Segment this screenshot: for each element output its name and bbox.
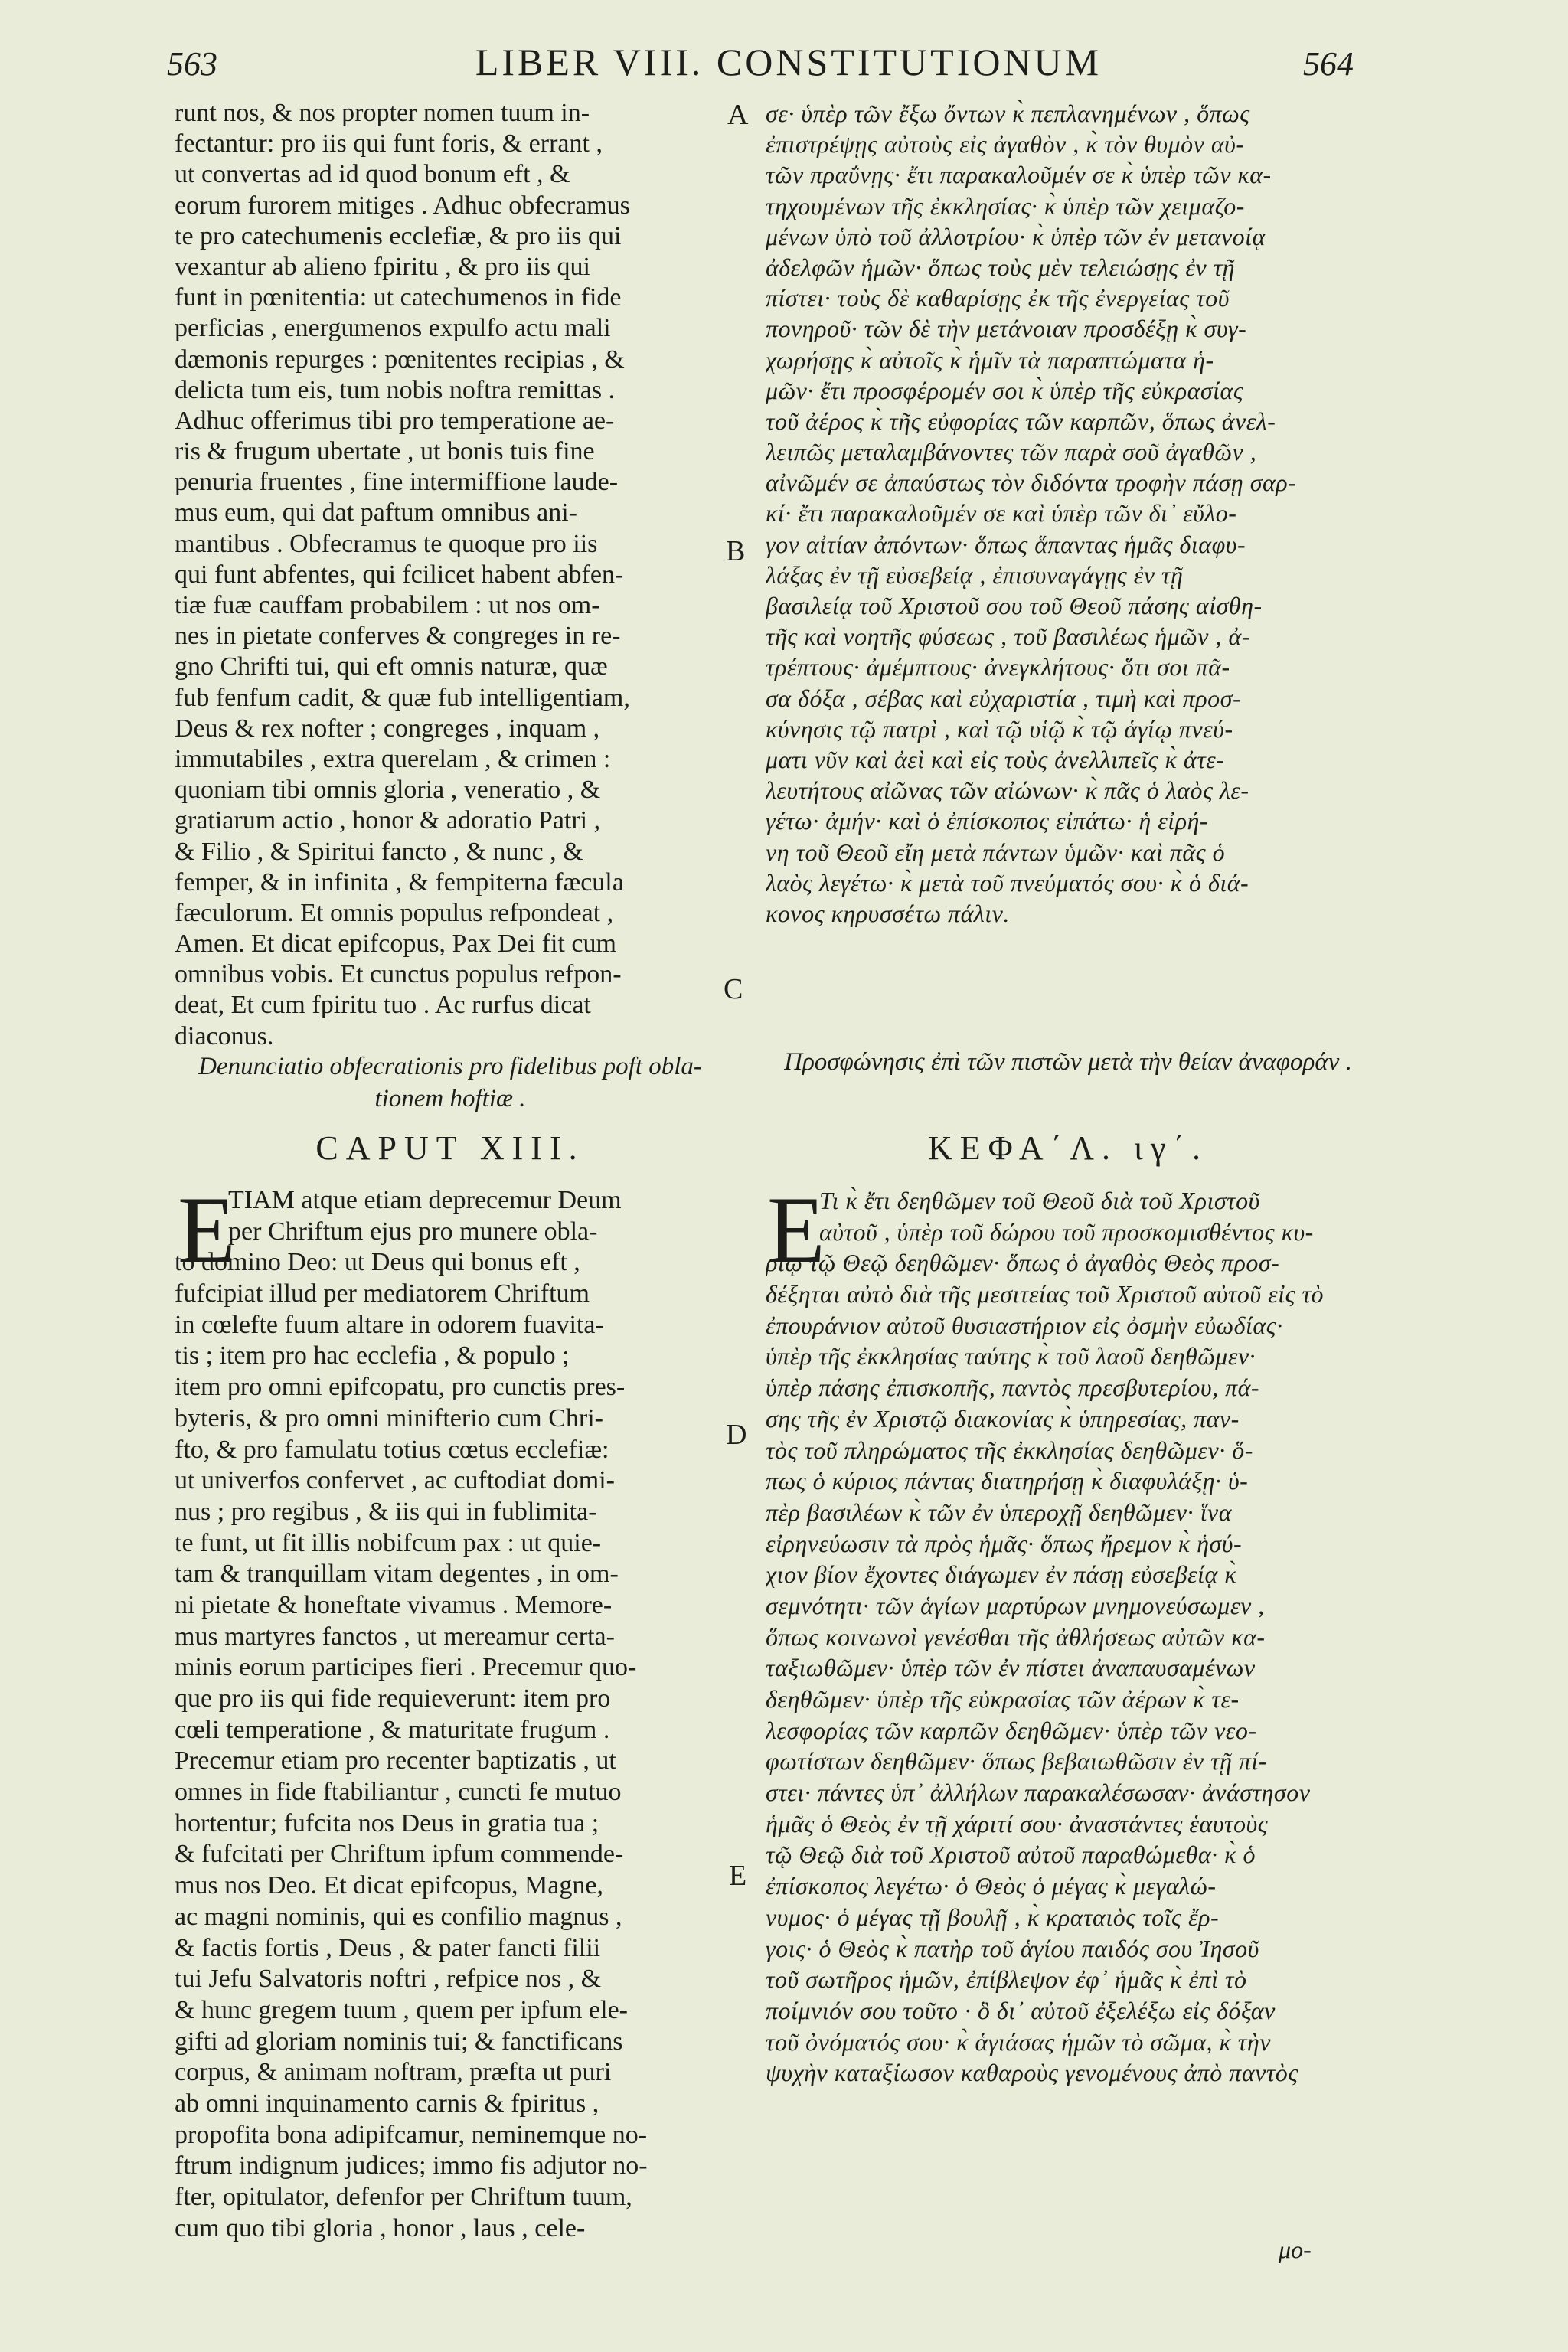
- text-line: mantibus . Obfecramus te quoque pro iis: [175, 529, 598, 558]
- text-line: λαὸς λεγέτω· κ̀ μετὰ τοῦ πνεύματός σου· κ̀ ὁ διά-: [766, 868, 1250, 897]
- text-line: hortentur; fufcita nos Deus in gratia tua ;: [175, 1808, 599, 1838]
- text-line: ac magni nominis, qui es confilio magnus ,: [175, 1902, 622, 1931]
- text-line: λεσφορίας τῶν καρπῶν δεηθῶμεν· ὑπὲρ τῶν νεο-: [766, 1716, 1257, 1744]
- text-line: νη τοῦ Θεοῦ εἴη μετὰ πάντων ὑμῶν· καὶ πᾶς ὁ: [766, 838, 1226, 866]
- text-line: immutabiles , extra querelam , & crimen :: [175, 744, 611, 773]
- text-line: Τι κ̀ ἔτι δεηθῶμεν τοῦ Θεοῦ διὰ τοῦ Χριστοῦ: [819, 1187, 1260, 1214]
- text-line: τῶν πραΰνῃς· ἔτι παρακαλοῦμέν σε κ̀ ὑπὲρ τῶν κα-: [766, 161, 1272, 189]
- latin-chapter-title: CAPUT XIII.: [315, 1129, 585, 1167]
- greek-text-column-top: [766, 98, 1370, 929]
- text-line: λάξας ἐν τῇ εὐσεβείᾳ , ἐπισυναγάγῃς ἐν τῇ: [766, 560, 1184, 589]
- text-line: τοῦ ὀνόματός σου· κ̀ ἁγιάσας ἡμῶν τὸ σῶμα, κ̀ τὴν: [766, 2027, 1271, 2056]
- text-line: γον αἰτίαν ἀπόντων· ὅπως ἅπαντας ἡμᾶς διαφυ-: [766, 530, 1246, 558]
- text-line: ποίμνιόν σου τοῦτο · ὃ δι᾽ αὐτοῦ ἐξελέξω εἰς δόξαν: [766, 1996, 1276, 2024]
- text-line: cœli temperatione , & maturitate frugum .: [175, 1715, 610, 1744]
- text-line: in cœlefte fuum altare in odorem fuavita-: [175, 1310, 604, 1339]
- text-line: eorum furorem mitiges . Adhuc obfecramus: [175, 191, 630, 220]
- text-line: propofita bona adipifcamur, neminemque no-: [175, 2120, 648, 2149]
- greek-drop-cap: E: [767, 1178, 825, 1282]
- text-line: ut univerfos confervet , ac cuftodiat domi-: [175, 1466, 615, 1495]
- text-line: ab omni inquinamento carnis & fpiritus ,: [175, 2089, 599, 2118]
- text-line: πίστει· τοὺς δὲ καθαρίσῃς ἐκ τῆς ἐνεργείας τοῦ: [766, 284, 1230, 312]
- text-line: fufcipiat illud per mediatorem Chriftum: [175, 1279, 590, 1308]
- text-line: byteris, & pro omni minifterio cum Chri-: [175, 1403, 603, 1432]
- text-line: deat, Et cum fpiritu tuo . Ac rurfus dicat: [175, 991, 591, 1020]
- text-line: que pro iis qui fide requieverunt: item pro: [175, 1684, 611, 1713]
- text-line: τηχουμένων τῆς ἐκκλησίας· κ̀ ὑπὲρ τῶν χειμαζο-: [766, 191, 1245, 220]
- text-line: tam & tranquillam vitam degentes , in om-: [175, 1560, 619, 1589]
- text-line: κύνησις τῷ πατρὶ , καὶ τῷ υἱῷ κ̀ τῷ ἁγίῳ πνεύ-: [766, 714, 1233, 743]
- text-line: corpus, & animam noftram, præfta ut puri: [175, 2058, 612, 2087]
- text-line: perficias , energumenos expulfo actu mali: [175, 314, 611, 343]
- text-line: σης τῆς ἐν Χριστῷ διακονίας κ̀ ὑπηρεσίας, παν-: [766, 1404, 1240, 1432]
- running-head: LIBER VIII. CONSTITUTIONUM: [475, 41, 1102, 83]
- text-line: omnes in fide ftabiliantur , cuncti fe mutuo: [175, 1778, 622, 1807]
- text-line: dæmonis repurges : pœnitentes recipias , &: [175, 345, 625, 374]
- text-line: nus ; pro regibus , & iis qui in fublimita-: [175, 1497, 597, 1526]
- text-line: ni pietate & honeftate vivamus . Memore-: [175, 1590, 612, 1619]
- text-line: πὲρ βασιλέων κ̀ τῶν ἐν ὑπεροχῇ δεηθῶμεν· ἵνα: [766, 1498, 1233, 1526]
- text-line: εἰρηνεύωσιν τὰ πρὸς ἡμᾶς· ὅπως ἤρεμον κ̀ ἡσύ-: [766, 1529, 1243, 1557]
- text-line: σε· ὑπὲρ τῶν ἔξω ὄντων κ̀ πεπλανημένων , ὅπως: [766, 100, 1250, 127]
- text-line: σα δόξα , σέβας καὶ εὐχαριστία , τιμὴ καὶ προσ-: [766, 684, 1242, 712]
- latin-text-column-bottom: [175, 1178, 726, 2244]
- latin-drop-cap: E: [178, 1178, 236, 1282]
- text-line: ris & frugum ubertate , ut bonis tuis fine: [175, 437, 595, 466]
- text-line: ἀδελφῶν ἡμῶν· ὅπως τοὺς μὲν τελειώσῃς ἐν τῇ: [766, 253, 1236, 281]
- text-line: & factis fortis , Deus , & pater fancti filii: [175, 1933, 601, 1962]
- text-line: βασιλείᾳ τοῦ Χριστοῦ σου τοῦ Θεοῦ πάσης αἰσθη-: [766, 592, 1263, 619]
- text-line: πονηροῦ· τῶν δὲ τὴν μετάνοιαν προσδέξῃ κ̀ συγ-: [766, 315, 1247, 343]
- text-line: nes in pietate conferves & congreges in re-: [175, 622, 621, 651]
- latin-text-column-top: [175, 98, 726, 1052]
- text-line: μῶν· ἔτι προσφέρομέν σοι κ̀ ὑπὲρ τῆς εὐκρασίας: [766, 376, 1244, 404]
- text-line: vexantur ab alieno fpiritu , & pro iis qui: [175, 252, 590, 281]
- text-line: funt in pœnitentia: ut catechumenos in fide: [175, 283, 622, 312]
- text-line: tui Jefu Salvatoris noftri , refpice nos , &: [175, 1965, 602, 1994]
- text-line: tiæ fuæ cauffam probabilem : ut nos om-: [175, 591, 600, 619]
- text-line: ἐπουράνιον αὐτοῦ θυσιαστήριον εἰς ὀσμὴν εὐωδίας·: [766, 1311, 1283, 1339]
- margin-letter-a: A: [727, 99, 749, 131]
- text-line: Amen. Et dicat epifcopus, Pax Dei fit cum: [175, 929, 616, 959]
- margin-letter-e: E: [729, 1860, 747, 1892]
- text-line: Deus & rex nofter ; congreges , inquam ,: [175, 714, 600, 743]
- text-line: τῷ Θεῷ διὰ τοῦ Χριστοῦ αὐτοῦ παραθώμεθα· κ̀ ὁ: [766, 1841, 1256, 1869]
- text-line: tis ; item pro hac ecclefia , & populo ;: [175, 1341, 570, 1370]
- text-line: fter, opitulator, defenfor per Chriftum tuum,: [175, 2183, 632, 2211]
- text-line: femper, & in infinita , & fempiterna fæcula: [175, 867, 624, 897]
- latin-subheading: Denunciatio obfecrationis pro fidelibus poft obla- tionem hoftiæ .: [198, 1053, 702, 1112]
- text-line: τῆς καὶ νοητῆς φύσεως , τοῦ βασιλέως ἡμῶν , ἀ-: [766, 622, 1250, 651]
- text-line: τοῦ ἀέρος κ̀ τῆς εὐφορίας τῶν καρπῶν, ὅπως ἀνελ-: [766, 407, 1276, 435]
- page-number-left: 563: [167, 45, 217, 83]
- text-line: cum quo tibi gloria , honor , laus , cele-: [175, 2213, 586, 2243]
- text-line: τὸς τοῦ πληρώματος τῆς ἐκκλησίας δεηθῶμεν· ὅ-: [766, 1436, 1253, 1464]
- text-line: delicta tum eis, tum nobis noftra remittas .: [175, 375, 616, 404]
- text-line: πως ὁ κύριος πάντας διατηρήσῃ κ̀ διαφυλάξῃ· ὑ-: [766, 1467, 1249, 1495]
- margin-letter-b: B: [726, 535, 746, 567]
- greek-chapter-title: ΚΕΦΑ΄Λ. ιγ΄.: [928, 1129, 1208, 1167]
- text-line: ὑπὲρ πάσης ἐπισκοπῆς, παντὸς πρεσβυτερίου, πά-: [766, 1374, 1260, 1402]
- text-line: runt nos, & nos propter nomen tuum in-: [175, 99, 590, 127]
- text-line: ftrum indignum judices; immo fis adjutor no-: [175, 2151, 648, 2180]
- text-line: κονος κηρυσσέτω πάλιν.: [766, 899, 1010, 927]
- text-line: κί· ἔτι παρακαλοῦμέν σε καὶ ὑπὲρ τῶν δι᾽ εὔλο-: [766, 499, 1237, 528]
- text-line: ταξιωθῶμεν· ὑπὲρ τῶν ἐν πίστει ἀναπαυσαμένων: [766, 1654, 1256, 1682]
- text-line: omnibus vobis. Et cunctus populus refpon-: [175, 960, 622, 989]
- text-line: φωτίστων δεηθῶμεν· ὅπως βεβαιωθῶσιν ἐν τῇ πί-: [766, 1747, 1267, 1775]
- text-line: mus eum, qui dat paftum omnibus ani-: [175, 498, 577, 528]
- text-line: ὅπως κοινωνοὶ γενέσθαι τῆς ἀθλήσεως αὐτῶν κα-: [766, 1622, 1266, 1651]
- text-line: δεηθῶμεν· ὑπὲρ τῆς εὐκρασίας τῶν ἀέρων κ̀ τε-: [766, 1685, 1240, 1713]
- text-line: te funt, ut fit illis nobifcum pax : ut quie-: [175, 1528, 602, 1557]
- text-line: gifti ad gloriam nominis tui; & fanctificans: [175, 2027, 623, 2056]
- text-line: te pro catechumenis ecclefiæ, & pro iis qui: [175, 221, 622, 250]
- text-line: fto, & pro famulatu totius cœtus ecclefiæ:: [175, 1435, 609, 1464]
- text-line: αὐτοῦ , ὑπὲρ τοῦ δώρου τοῦ προσκομισθέντος κυ-: [819, 1217, 1314, 1246]
- text-line: diaconus.: [175, 1021, 274, 1050]
- text-line: λειπῶς μεταλαμβάνοντες τῶν παρὰ σοῦ ἀγαθῶν ,: [766, 438, 1257, 466]
- text-line: ψυχὴν καταξίωσον καθαροὺς γενομένους ἀπὸ παντὸς: [766, 2059, 1298, 2087]
- text-line: quoniam tibi omnis gloria , veneratio , &: [175, 776, 601, 805]
- text-line: per Chriftum ejus pro munere obla-: [228, 1217, 598, 1246]
- text-line: ἐπίσκοπος λεγέτω· ὁ Θεὸς ὁ μέγας κ̀ μεγαλώ-: [766, 1872, 1217, 1900]
- text-line: ματι νῦν καὶ ἀεὶ καὶ εἰς τοὺς ἀνελλιπεῖς κ̀ ἀτε-: [766, 745, 1225, 773]
- catchword: μο-: [1279, 2236, 1312, 2263]
- margin-letter-d: D: [726, 1419, 747, 1451]
- text-line: στει· πάντες ὑπ᾽ ἀλλήλων παρακαλέσωσαν· ἀνάστησον: [766, 1779, 1311, 1807]
- text-line: ἡμᾶς ὁ Θεὸς ἐν τῇ χάριτί σου· ἀναστάντες ἑαυτοὺς: [766, 1809, 1269, 1838]
- text-line: χιον βίον ἔχοντες διάγωμεν ἐν πάσῃ εὐσεβείᾳ κ̀: [766, 1560, 1237, 1589]
- text-line: qui funt abfentes, qui fcilicet habent abfen-: [175, 560, 624, 589]
- text-line: fæculorum. Et omnis populus refpondeat ,: [175, 898, 614, 927]
- text-line: gno Chrifti tui, qui eft omnis naturæ, quæ: [175, 652, 608, 681]
- text-line: fectantur: pro iis qui funt foris, & errant ,: [175, 129, 603, 158]
- text-line: & hunc gregem tuum , quem per ipfum ele-: [175, 1995, 628, 2024]
- text-line: item pro omni epifcopatu, pro cunctis pres-: [175, 1373, 626, 1402]
- text-line: mus nos Deo. Et dicat epifcopus, Magne,: [175, 1871, 603, 1900]
- text-line: χωρήσῃς κ̀ αὐτοῖς κ̀ ἡμῖν τὰ παραπτώματα ἡ-: [766, 345, 1214, 374]
- text-line: ut convertas ad id quod bonum eft , &: [175, 160, 570, 189]
- text-line: μένων ὑπὸ τοῦ ἀλλοτρίου· κ̀ ὑπὲρ τῶν ἐν μετανοίᾳ: [766, 222, 1266, 250]
- text-line: & Filio , & Spiritui fancto , & nunc , &: [175, 837, 583, 866]
- text-line: gratiarum actio , honor & adoratio Patri ,: [175, 806, 601, 835]
- text-line: fub fenfum cadit, & quæ fub intelligentiam,: [175, 683, 630, 712]
- text-line: αἰνῶμέν σε ἀπαύστως τὸν διδόντα τροφὴν πάσῃ σαρ-: [766, 469, 1297, 497]
- page-number-right: 564: [1303, 45, 1354, 83]
- text-line: to domino Deo: ut Deus qui bonus eft ,: [175, 1248, 580, 1277]
- text-line: λευτήτους αἰῶνας τῶν αἰώνων· κ̀ πᾶς ὁ λαὸς λε-: [766, 776, 1250, 805]
- text-line: Adhuc offerimus tibi pro temperatione ae-: [175, 406, 615, 435]
- text-line: τοῦ σωτῆρος ἡμῶν, ἐπίβλεψον ἐφ᾽ ἡμᾶς κ̀ ἐπὶ τὸ: [766, 1965, 1247, 1994]
- text-line: γοις· ὁ Θεὸς κ̀ πατὴρ τοῦ ἁγίου παιδός σου Ἰησοῦ: [766, 1934, 1259, 1962]
- text-line: ρίῳ τῷ Θεῷ δεηθῶμεν· ὅπως ὁ ἀγαθὸς Θεὸς προσ-: [766, 1249, 1280, 1277]
- text-line: Precemur etiam pro recenter baptizatis , ut: [175, 1746, 616, 1775]
- text-line: minis eorum participes fieri . Precemur quo-: [175, 1653, 637, 1682]
- text-line: penuria fruentes , fine intermiffione laude-: [175, 468, 619, 497]
- text-line: ὑπὲρ τῆς ἐκκλησίας ταύτης κ̀ τοῦ λαοῦ δεηθῶμεν·: [766, 1342, 1256, 1370]
- text-line: TIAM atque etiam deprecemur Deum: [228, 1186, 622, 1214]
- text-line: νυμος· ὁ μέγας τῇ βουλῇ , κ̀ κραταιὸς τοῖς ἔρ-: [766, 1903, 1220, 1931]
- greek-subheading: Προσφώνησις ἐπὶ τῶν πιστῶν μετὰ τὴν θείαν ἀναφοράν .: [784, 1048, 1352, 1076]
- text-line: & fufcitati per Chriftum ipfum commende-: [175, 1840, 624, 1869]
- margin-letter-c: C: [724, 973, 743, 1005]
- greek-text-column-bottom: [766, 1178, 1370, 2089]
- text-line: γέτω· ἀμήν· καὶ ὁ ἐπίσκοπος εἰπάτω· ἡ εἰρή-: [766, 807, 1209, 835]
- text-line: mus martyres fanctos , ut mereamur certa-: [175, 1622, 615, 1651]
- text-line: ἐπιστρέψῃς αὐτοὺς εἰς ἀγαθὸν , κ̀ τὸν θυμὸν αὐ-: [766, 130, 1245, 158]
- text-line: τρέπτους· ἀμέμπτους· ἀνεγκλήτους· ὅτι σοι πᾶ-: [766, 653, 1230, 681]
- text-line: δέξηται αὐτὸ διὰ τῆς μεσιτείας τοῦ Χριστοῦ αὐτοῦ εἰς τὸ: [766, 1280, 1325, 1308]
- text-line: σεμνότητι· τῶν ἁγίων μαρτύρων μνημονεύσωμεν ,: [766, 1591, 1265, 1619]
